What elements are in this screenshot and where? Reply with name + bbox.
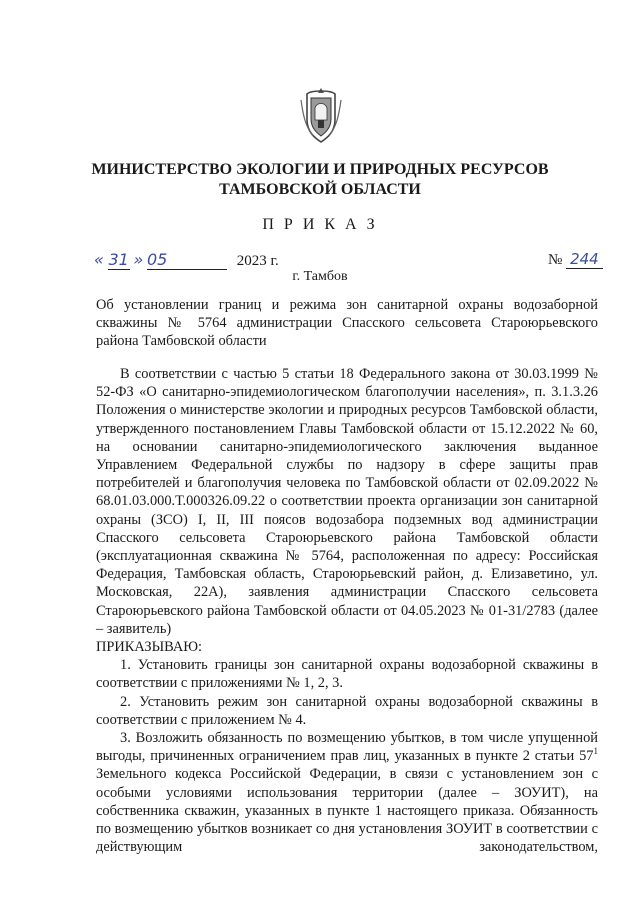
document-number (548, 250, 603, 269)
number-prefix: № (548, 252, 563, 268)
document-date (94, 250, 279, 270)
order-subject: Об установлении границ и режима зон санитарной охраны водозаборной скважины № 5764 администрации Спасского сельсовета Староюрьевского района Тамбовской области (96, 297, 598, 349)
ministry-title-line2: ТАМБОВСКОЙ ОБЛАСТИ (219, 181, 421, 198)
item-3-superscript: 1 (593, 746, 598, 757)
city: г. Тамбов (292, 269, 348, 284)
item-2: 2. Установить режим зон санитарной охраны водозаборной скважины в соответствии с приложением № 4. (96, 693, 598, 728)
order-word: ПРИКАЗЫВАЮ: (96, 639, 203, 656)
order-body (96, 365, 598, 856)
item-1: 1. Установить границы зон санитарной охраны водозаборной скважины в соответствии с приложениями № 1, 2, 3. (96, 657, 598, 692)
date-open-quote: « (94, 250, 104, 269)
ministry-title-line1: МИНИСТЕРСТВО ЭКОЛОГИИ И ПРИРОДНЫХ РЕСУРСОВ (91, 161, 549, 178)
date-year: 2023 г. (236, 253, 279, 269)
preamble-paragraph: В соответствии с частью 5 статьи 18 Федерального закона от 30.03.1999 № 52-ФЗ «О санитарно-эпидемиологическом благополучии населения», п. 3.1.3.26 Положения о министерстве экологии и природных ресурсов Тамбовской области, утвержденного постановлением Главы Тамбовской области от 15.12.2022 № 60, на основании санитарно-эпидемиологического заключения выданное Управлением Федеральной службы по надзору в сфере защиты прав потребителей и благополучия человека по Тамбовской области от 02.09.2022 № 68.01.03.000.Т.000326.09.22 о соответствии проекта организации зон санитарной охраны (ЗСО) I, II, III поясов водозабора подземных вод администрации Спасского сельсовета Староюрьевского района Тамбовской области (эксплуатационная скважина № 5764, расположенная по адресу: Российская Федерация, Тамбовская область, Староюрьевский район, д. Елизаветино, ул. Московская, 22А), заявления администрации Спасского сельсовета Староюрьевского района Тамбовской области от 04.05.2023 № 01-31/2783 (далее – заявитель) (96, 366, 598, 637)
document-type: П Р И К А З (262, 216, 378, 233)
number-value: 244 (566, 250, 603, 269)
date-day: 31 (108, 250, 129, 269)
coat-of-arms-icon (297, 86, 345, 144)
date-close-quote: » (133, 250, 144, 269)
item-3 (96, 729, 598, 856)
item-3-text-b: Земельного кодекса Российской Федерации, в связи с установлением зон с особыми условиями использования территории (далее – ЗОУИТ), на собственника скважин, указанных в пункте 1 настоящего приказа. Обязанность по возмещению убытков возникает со дня установления ЗОУИТ в соответствии с действующим законодательством, (96, 766, 598, 856)
date-month: 05 (147, 250, 227, 270)
item-3-text-a: 3. Возложить обязанность по возмещению убытков, в том числе упущенной выгоды, причиненных ограничением прав лиц, указанных в пункте 2 статьи 57 (96, 730, 598, 765)
